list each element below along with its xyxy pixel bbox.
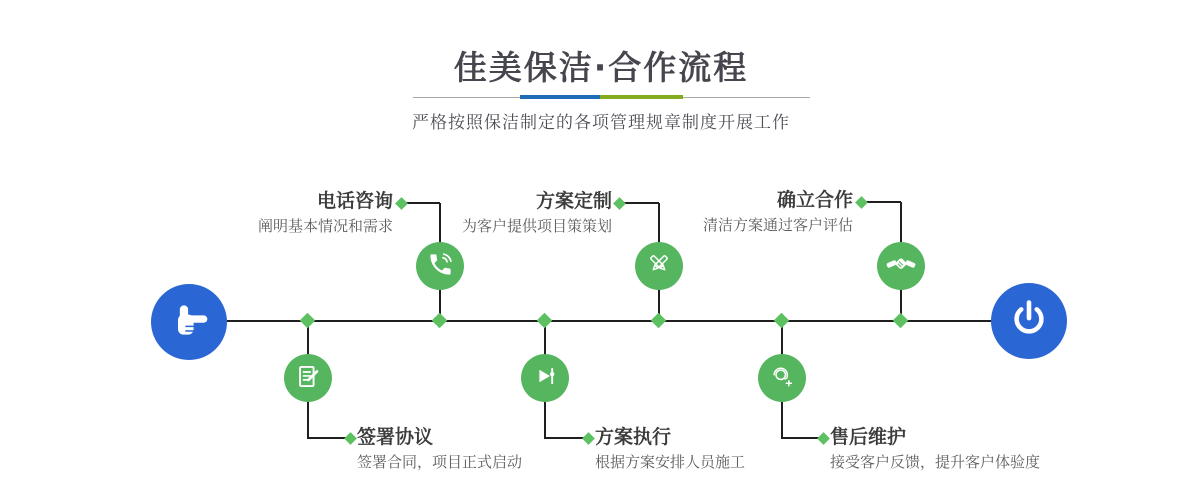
- page-title: 佳美保洁·合作流程: [453, 48, 749, 87]
- step-node-sign: [284, 354, 332, 402]
- step-title: 售后维护: [830, 426, 907, 448]
- step-desc: 为客户提供项目策策划: [461, 217, 612, 235]
- label-diamond: [855, 196, 868, 209]
- phone-icon: [427, 251, 454, 282]
- page-subtitle: 严格按照保洁制定的各项管理规章制度开展工作: [412, 113, 790, 133]
- divider-accent-blue: [520, 95, 600, 99]
- step-label-aftersale: [830, 425, 1110, 473]
- divider-accent-green: [600, 95, 683, 99]
- step-node-plan: [635, 242, 683, 290]
- label-diamond: [344, 432, 357, 445]
- contract-pen-icon: [295, 363, 322, 394]
- power-icon: [1007, 297, 1051, 345]
- step-title: 方案执行: [595, 426, 672, 448]
- handshake-icon: [886, 249, 916, 283]
- play-slider-icon: [530, 361, 560, 395]
- start-node: [151, 284, 227, 360]
- timeline-diamond: [651, 313, 667, 329]
- step-title: 确立合作: [776, 189, 853, 211]
- step-desc: 清洁方案通过客户评估: [702, 216, 853, 234]
- step-node-cooperate: [877, 242, 925, 290]
- step-title: 签署协议: [357, 426, 434, 448]
- step-node-execute: [521, 354, 569, 402]
- step-node-aftersale: [758, 354, 806, 402]
- step-desc: 签署合同，项目正式启动: [357, 453, 523, 471]
- end-node: [991, 283, 1067, 359]
- timeline-line: [227, 320, 992, 322]
- connector-elbow: [307, 437, 348, 439]
- hand-pointer-icon: [167, 298, 211, 346]
- timeline-diamond: [774, 313, 790, 329]
- timeline-diamond: [537, 313, 553, 329]
- step-title: 方案定制: [535, 190, 612, 212]
- step-label-cooperate: [603, 188, 853, 236]
- step-title: 电话咨询: [316, 190, 393, 212]
- step-label-phone: [143, 189, 393, 237]
- timeline-diamond: [893, 313, 909, 329]
- timeline-diamond: [300, 313, 316, 329]
- step-node-phone: [416, 242, 464, 290]
- step-desc: 根据方案安排人员施工: [595, 453, 746, 471]
- step-label-plan: [362, 189, 612, 237]
- step-desc: 接受客户反馈，提升客户体验度: [830, 453, 1041, 471]
- headset-person-icon: [767, 361, 797, 395]
- timeline-diamond: [432, 313, 448, 329]
- step-desc: 阐明基本情况和需求: [257, 217, 393, 235]
- crossed-pencils-icon: [644, 249, 674, 283]
